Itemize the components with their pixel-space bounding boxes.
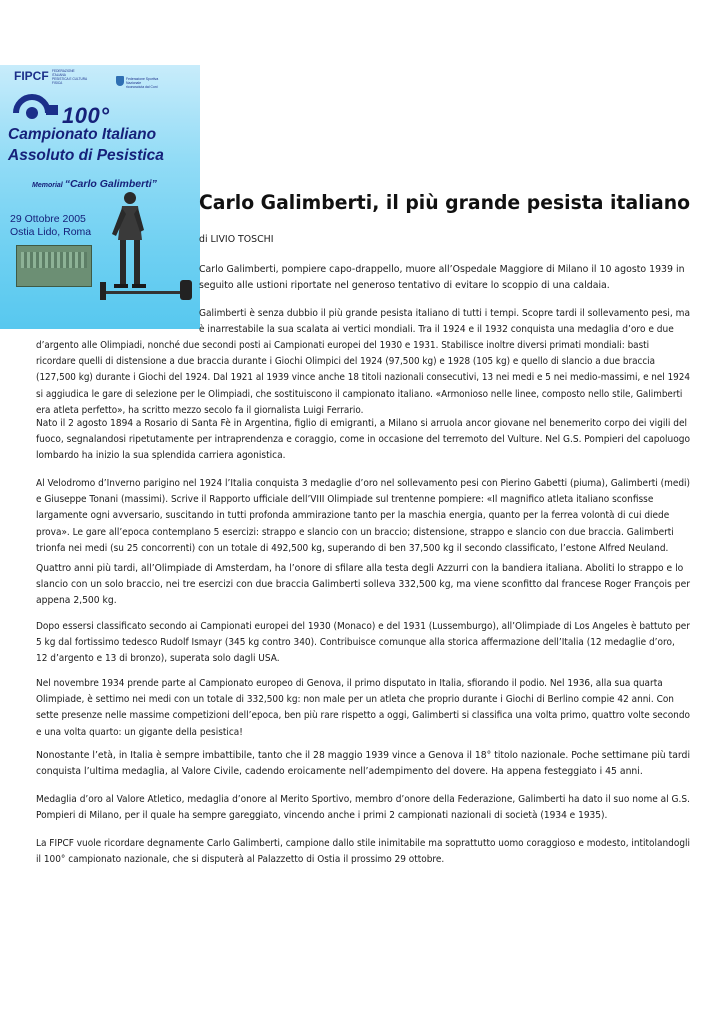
edition-number: 100°: [62, 103, 110, 128]
paragraph-4: Al Velodromo d’Inverno parigino nel 1924 l’Italia conquista 3 medaglie d’oro nel sollevamento pesi con Pierino Gabetti (piuma), Galimberti (medi) e Giuseppe Tonani (massimi). Scrive il Rapporto ufficiale dell’VIII Olimpiade sul trentenne pompiere: «Il magnifico atleta italiano sconfisse largamente ogni avversario, suscitando in tutti profonda ammirazione tanto per la maschia energia, quanto per la ferrea volontà di cui diede prova». Le gare all’epoca contemplano 5 esercizi: strappo e slancio con un braccio; distensione, strappo e slancio con due braccia. Galimberti trionfa nei medi (su 25 concorrenti) con un totale di 492,500 kg, superando di ben 37,500 kg il secondo classificato, l’estone Alfred Neuland.: [36, 478, 691, 554]
paragraph-10: La FIPCF vuole ricordare degnamente Carlo Galimberti, campione dallo stile inimitabile ma soprattutto uomo coraggioso e modesto, intitolandogli il 100° campionato nazionale, che si disputerà al Palazzetto di Ostia il prossimo 29 ottobre.: [36, 838, 690, 866]
poster-title-line1: Campionato Italiano: [8, 126, 157, 143]
coni-recognition: Federazione Sportiva Nazionale riconosciuta dal Coni: [126, 77, 159, 90]
paragraph-2-bottom: d’argento alle Olimpiadi, nonché due secondi posti ai Campionati europei del 1930 e 1931. Stabilisce inoltre diversi primati mondiali: basti ricordare quelli di distensione a due braccia durante i Giochi Olimpici del 1924 (97,500 kg) e 1928 (105 kg) e quello di slancio a due braccia (127,500 kg) durante i Giochi del 1924. Dal 1921 al 1939 vince anche 18 titoli nazionali consecutivi, 13 nei medi e 5 nei medio-massimi, e nel 1924 si aggiudica le gare di selezione per le Olimpiadi, che sostituiscono il campionato italiano. «Armonioso nelle linee, composto nello stile, Galimberti era atleta perfetto», ha scritto mezzo secolo fa il giornalista Luigi Ferrario.: [36, 340, 691, 416]
coni-shield-icon: [116, 76, 124, 86]
fipcf-logo-text: FIPCF: [14, 69, 49, 83]
paragraph-3: Nato il 2 agosto 1894 a Rosario di Santa Fè in Argentina, figlio di emigranti, a Milano si arruola ancor giovane nel benemerito corpo dei vigili del fuoco, segnalandosi ripetutamente per intraprendenza e coraggio, come in occasione del terremoto del Vulture. Nel G.S. Pompieri del capoluogo lombardo ha inizio la sua splendida carriera agonistica.: [36, 418, 690, 462]
fipcf-emblem-icon: [12, 83, 60, 121]
event-date-place: 29 Ottobre 2005 Ostia Lido, Roma: [10, 213, 92, 238]
paragraph-6: Dopo essersi classificato secondo ai Campionati europei del 1930 (Monaco) e del 1931 (Lussemburgo), all’Olimpiade di Los Angeles è battuto per 5 kg dal fortissimo tedesco Rudolf Ismayr (345 kg contro 340). Contribuisce comunque alla storica affermazione dell’Italia (12 medaglie d’oro, 12 d’argento e 13 di bronzo), superata solo dagli USA.: [36, 621, 691, 665]
memorial-label: Memorial “Carlo Galimberti”: [32, 178, 157, 190]
article-author: di LIVIO TOSCHI: [199, 234, 274, 245]
federation-name: FEDERAZIONE ITALIANA PESISTICA E CULTURA FISICA: [52, 69, 88, 85]
weightlifter-photo: [100, 190, 196, 300]
paragraph-8: Nonostante l’età, in Italia è sempre imbattibile, tanto che il 28 maggio 1939 vince a Genova il 18° titolo nazionale. Poche settimane più tardi conquista l’ultima medaglia, al Valore Civile, cadendo eroicamente nell’adempimento del dovere. Ha appena festeggiato i 45 anni.: [36, 750, 691, 778]
crowd-photo: [16, 245, 92, 287]
event-poster: [0, 65, 200, 329]
poster-title-line2: Assoluto di Pesistica: [8, 147, 164, 164]
paragraph-7: Nel novembre 1934 prende parte al Campionato europeo di Genova, il primo disputato in Italia, sfiorando il podio. Nel 1936, alla sua quarta Olimpiade, è settimo nei medi con un totale di 332,500 kg: non male per un atleta che proprio durante i Giochi di Berlino compie 42 anni. Con sette presenze nelle massime competizioni dell’epoca, ben più rare rispetto a oggi, Galimberti si classifica una volta primo, quattro volte secondo e una volta quarto: un gigante della pesistica!: [36, 678, 690, 738]
paragraph-1: Carlo Galimberti, pompiere capo-drappello, muore all’Ospedale Maggiore di Milano il 10 agosto 1939 in seguito alle ustioni riportate nel generoso tentativo di evitare lo scoppio di una caldaia.: [199, 264, 685, 292]
paragraph-2-top: Galimberti è senza dubbio il più grande pesista italiano di tutti i tempi. Scopre tardi il sollevamento pesi, ma è inarrestabile la sua scalata ai vertici mondiali. Tra il 1924 e il 1932 conquista una medaglia d’oro e due: [199, 308, 691, 336]
paragraph-9: Medaglia d’oro al Valore Atletico, medaglia d’onore al Merito Sportivo, membro d’onore della Federazione, Galimberti ha dato il suo nome al G.S. Pompieri di Milano, per il quale ha sempre gareggiato, vincendo anche i primi 2 campionati nazionali di società (1934 e 1935).: [36, 794, 691, 822]
paragraph-5: Quattro anni più tardi, all’Olimpiade di Amsterdam, ha l’onore di sfilare alla testa degli Azzurri con la bandiera italiana. Aboliti lo strappo e lo slancio con un solo braccio, nei tre esercizi con due braccia Galimberti solleva 332,500 kg, ma viene sconfitto dal francese Roger François per appena 2,500 kg.: [36, 563, 691, 607]
article-title: Carlo Galimberti, il più grande pesista italiano: [199, 191, 691, 214]
